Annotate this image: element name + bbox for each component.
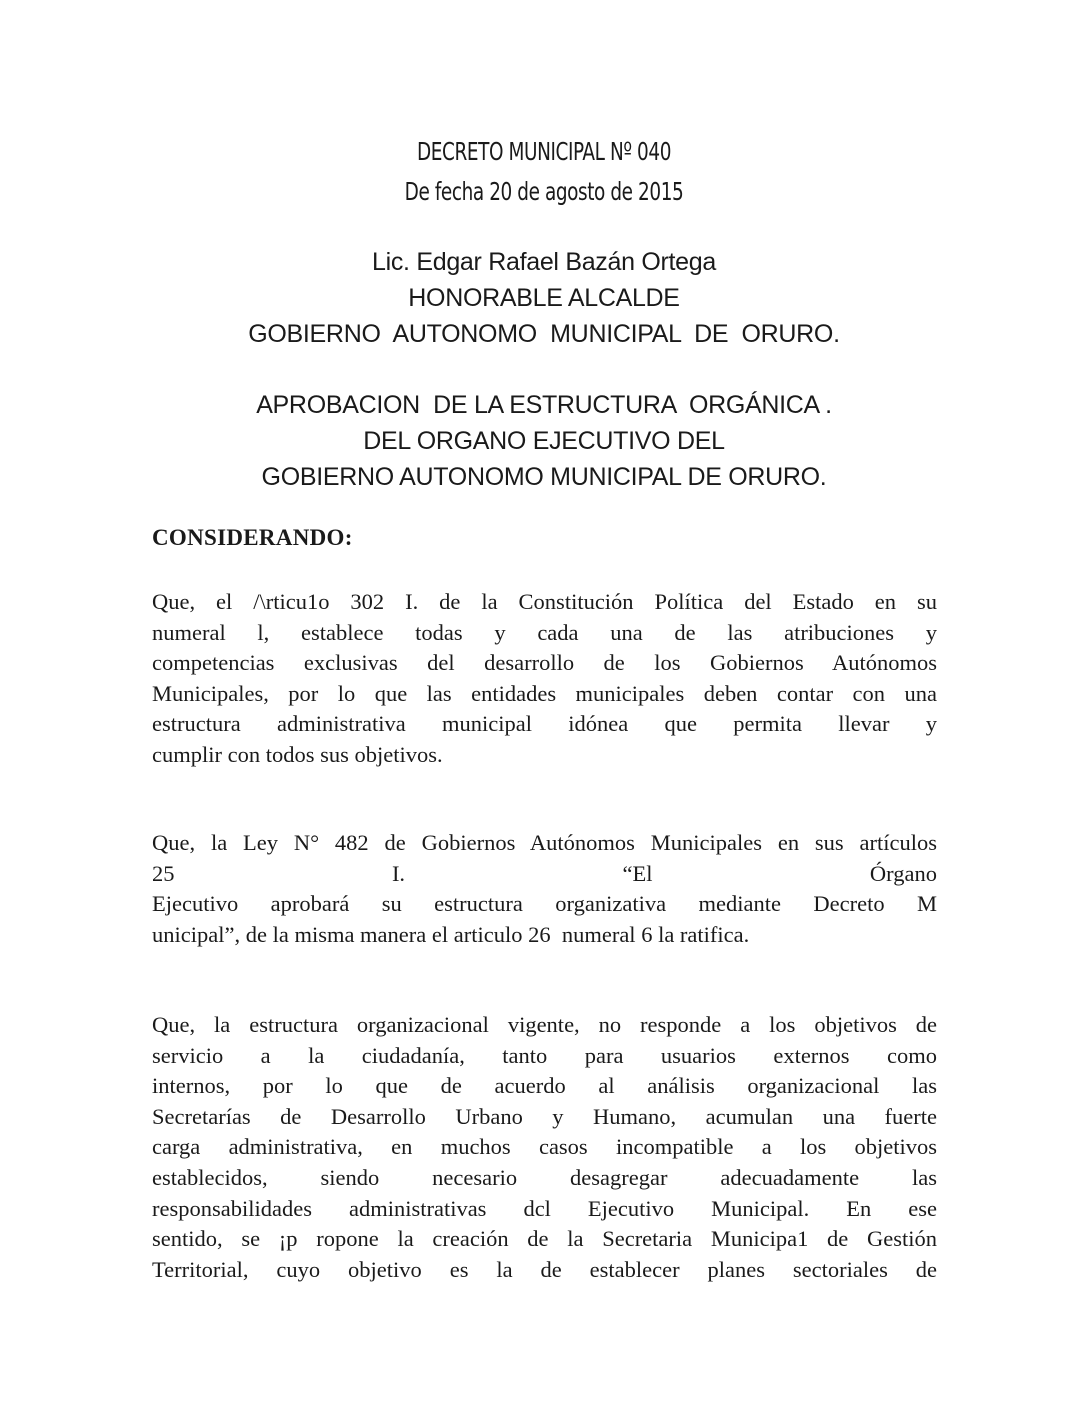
authority-institution: GOBIERNO AUTONOMO MUNICIPAL DE ORURO. xyxy=(248,320,840,348)
decree-title: DECRETO MUNICIPAL Nº 040 xyxy=(416,137,672,166)
paragraph-line: Municipales, por lo que las entidades municipales deben contar con una xyxy=(152,680,937,706)
paragraph-line: unicipal”, de la misma manera el articulo 26 numeral 6 la ratifica. xyxy=(152,921,750,947)
paragraph-line: internos, por lo que de acuerdo al análisis organizacional las xyxy=(152,1073,937,1099)
paragraph-line: Territorial, cuyo objetivo es la de establecer planes sectoriales de xyxy=(152,1256,937,1282)
subject-line-1: APROBACION DE LA ESTRUCTURA ORGÁNICA . xyxy=(256,391,832,419)
paragraph-line: competencias exclusivas del desarrollo de los Gobiernos Autónomos xyxy=(152,650,937,676)
section-heading: CONSIDERANDO: xyxy=(152,525,353,550)
paragraph-word: I. xyxy=(391,860,406,886)
paragraph-word: “El xyxy=(622,860,653,886)
decree-date: De fecha 20 de agosto de 2015 xyxy=(404,177,684,206)
subject-line-2: DEL ORGANO EJECUTIVO DEL xyxy=(363,427,725,455)
paragraph-1 xyxy=(152,587,937,771)
paragraph-3 xyxy=(152,1010,937,1285)
paragraph-line: establecidos, siendo necesario desagregar adecuadamente las xyxy=(152,1164,937,1190)
paragraph-line: responsabilidades administrativas dcl Ejecutivo Municipal. En ese xyxy=(152,1195,937,1221)
paragraph-line: Ejecutivo aprobará su estructura organizativa mediante Decreto M xyxy=(152,891,937,917)
paragraph-line: numeral l, establece todas y cada una de las atribuciones y xyxy=(152,619,937,645)
paragraph-line: Que, la Ley N° 482 de Gobiernos Autónomos Municipales en sus artículos xyxy=(152,830,937,855)
paragraph-line: cumplir con todos sus objetivos. xyxy=(152,741,443,767)
subject-line-3: GOBIERNO AUTONOMO MUNICIPAL DE ORURO. xyxy=(261,463,827,491)
paragraph-line: sentido, se ¡p ropone la creación de la Secretaria Municipa1 de Gestión xyxy=(152,1226,937,1252)
authority-name: Lic. Edgar Rafael Bazán Ortega xyxy=(372,248,716,276)
decree-header xyxy=(98,132,990,212)
paragraph-line: Que, el /\rticu1o 302 I. de la Constitución Política del Estado en su xyxy=(152,589,937,614)
paragraph-word: Órgano xyxy=(869,860,937,886)
paragraph-2 xyxy=(152,828,937,950)
paragraph-line: carga administrativa, en muchos casos incompatible a los objetivos xyxy=(152,1134,937,1160)
paragraph-word: 25 xyxy=(152,860,175,886)
subject-block xyxy=(0,387,1088,495)
paragraph-line-spread xyxy=(152,859,937,890)
paragraph-line: estructura administrativa municipal idónea que permita llevar y xyxy=(152,711,937,737)
paragraph-line: Secretarías de Desarrollo Urbano y Humano, acumulan una fuerte xyxy=(152,1103,937,1129)
paragraph-line: servicio a la ciudadanía, tanto para usuarios externos como xyxy=(152,1042,937,1068)
authority-block xyxy=(0,244,1088,352)
authority-role: HONORABLE ALCALDE xyxy=(408,284,680,312)
paragraph-line: Que, la estructura organizacional vigente, no responde a los objetivos de xyxy=(152,1012,937,1037)
